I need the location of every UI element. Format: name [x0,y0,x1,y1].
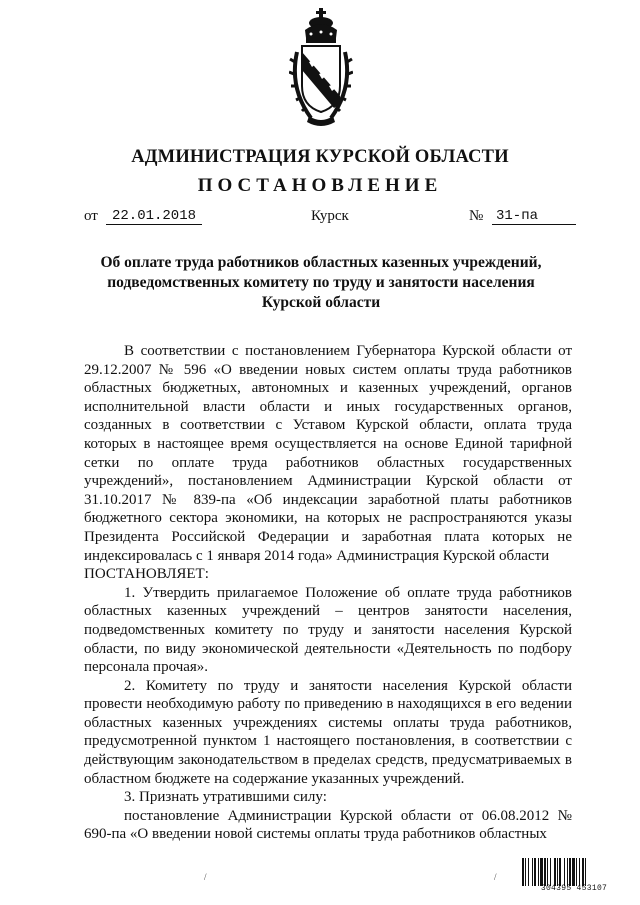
document-body [84,342,572,844]
barcode-bar [538,858,539,886]
coat-of-arms-icon [289,8,353,130]
number-label: № [469,208,484,224]
resolves-heading: ПОСТАНОВЛЯЕТ: [84,566,209,583]
barcode-bar [559,858,561,886]
barcode-bar [585,858,586,886]
barcode-bar [528,858,529,886]
barcode-bar [525,858,526,886]
barcode-bar [557,858,558,886]
barcode-number: 304395 453107 [540,884,608,893]
barcode-bars-icon [521,858,627,886]
scan-speck: / [494,872,497,882]
barcode [521,858,627,894]
barcode-bar [532,858,533,886]
clause-1-paragraph: 1. Утвердить прилагаемое Положение об оплате труда работников областных казенных учреждений – центров занятости населения, подведомственных комитету по труду и занятости населения Курской области, по виду экономической деятельности «Деятельность по подбору персонала прочая». [84,584,572,676]
document-meta [84,206,574,228]
repealed-act-paragraph: постановление Администрации Курской области от 06.08.2012 № 690-па «О введении новой системы оплаты труда работников областных [84,807,572,843]
barcode-bar [544,858,546,886]
barcode-bar [582,858,584,886]
organization-name: АДМИНИСТРАЦИЯ КУРСКОЙ ОБЛАСТИ [131,147,509,167]
preamble-paragraph: В соответствии с постановлением Губернатора Курской области от 29.12.2007 № 596 «О введении новых систем оплаты труда работников областных бюджетных, автономных и казенных учреждений, органов исполнительной власти области и иных государственных органов, созданных в соответствии с Уставом Курской области, оплата труда которых в настоящее время осуществляется на основе Единой тарифной сетки по оплате труда работников областных государственных учреждений», постановлением Администрации Курской области от 31.10.2017 № 839-па «Об индексации заработной платы работников бюджетного сектора экономики, на которых не распространяются указы Президента Российской Федерации и заработная плата которых не индексировалась с 1 января 2014 года» Администрация Курской области [84,343,572,564]
barcode-bar [564,858,565,886]
barcode-bar [569,858,571,886]
barcode-bar [540,858,543,886]
barcode-bar [554,858,556,886]
barcode-bar [522,858,524,886]
clause-2-paragraph: 2. Комитету по труду и занятости населения Курской области провести необходимую работу по приведению в находящихся в его ведении областных казенных учреждениях системы оплаты труда работников, предусмотренной пунктом 1 настоящего постановления, в соответствии с действующим законодательством в пределах средств, предусматриваемых в областном бюджете на содержание указанных учреждений. [84,677,572,787]
barcode-bar [576,858,577,886]
document-number: 31-па [492,206,576,225]
document-city: Курск [311,208,349,224]
barcode-bar [567,858,568,886]
scan-speck: / [204,872,207,882]
barcode-bar [579,858,580,886]
barcode-bar [547,858,548,886]
document-type: ПОСТАНОВЛЕНИЕ [197,175,443,196]
document-date: 22.01.2018 [106,206,202,225]
clause-3-paragraph: 3. Признать утратившими силу: [124,789,327,806]
barcode-bar [550,858,551,886]
barcode-bar [534,858,536,886]
barcode-bar [572,858,575,886]
date-label: от [84,208,98,224]
document-title: Об оплате труда работников областных казенных учреждений, подведомственных комитету по труду и занятости населения Курской области [100,254,542,311]
